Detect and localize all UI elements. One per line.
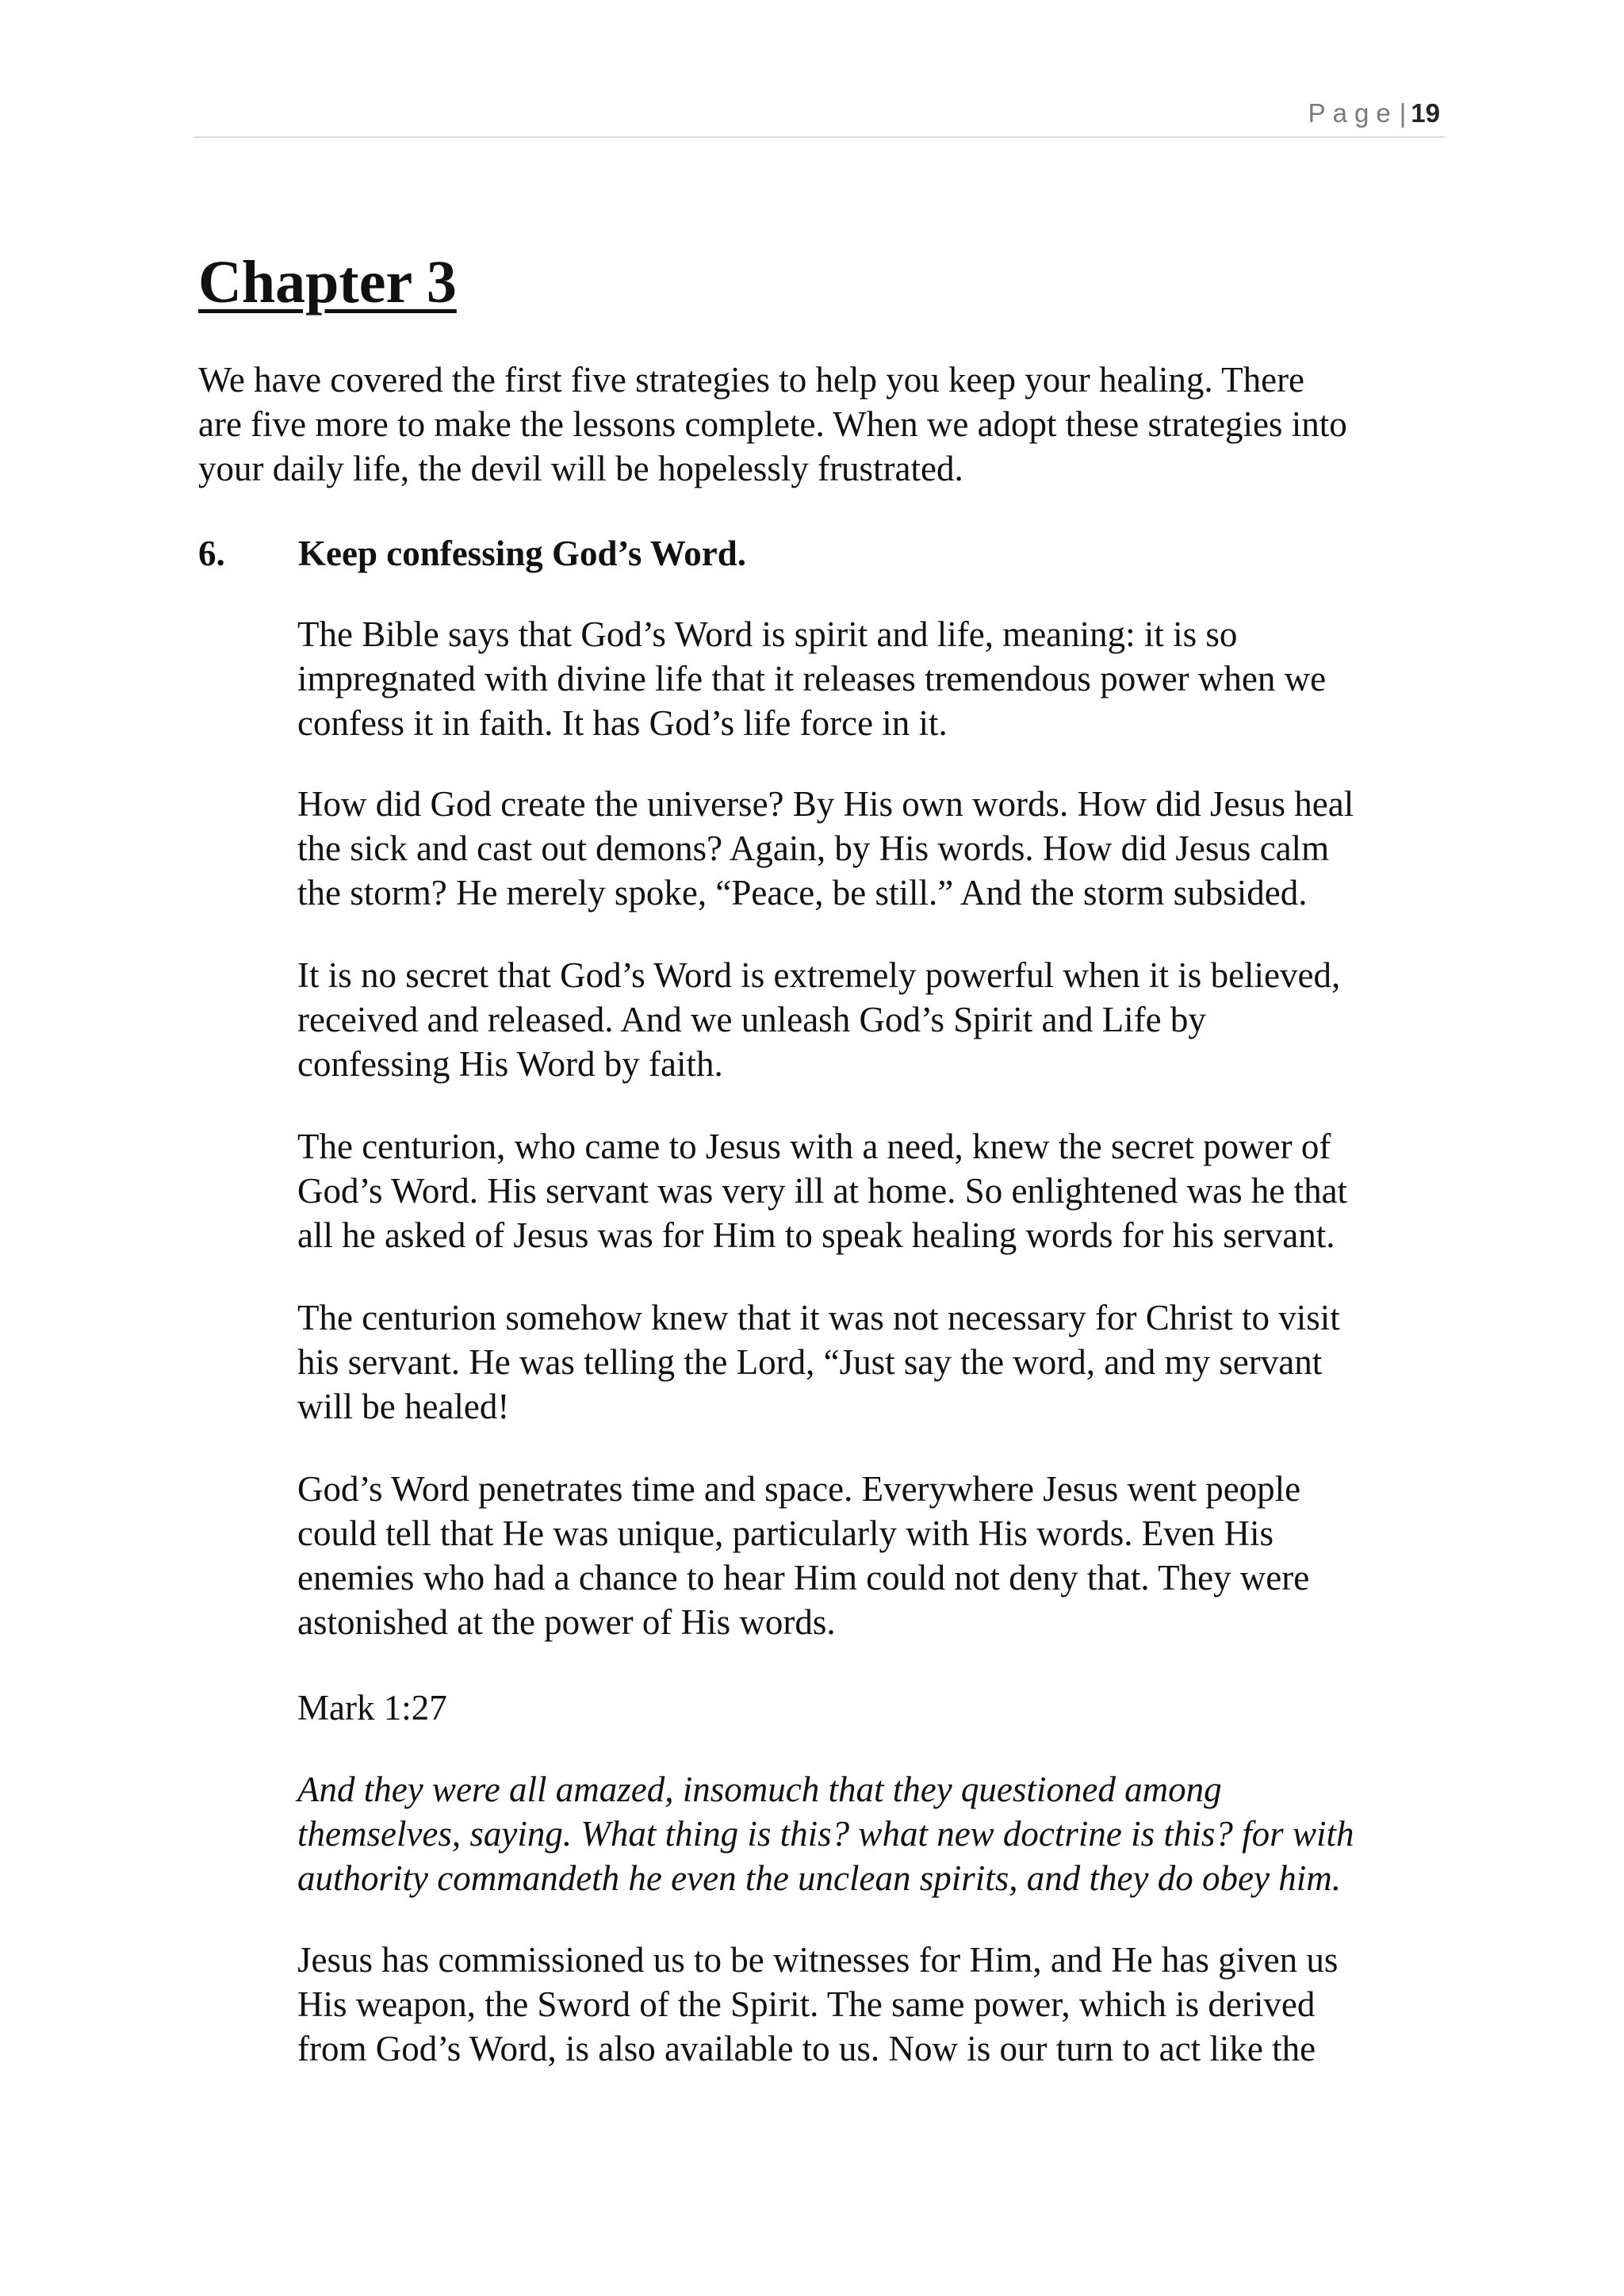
quote-line: And they were all amazed, insomuch that they questioned among bbox=[297, 1770, 1222, 1809]
section-number: 6. bbox=[198, 534, 225, 573]
paragraph-line: received and released. And we unleash God’s Spirit and Life by bbox=[297, 1000, 1206, 1039]
body-paragraph bbox=[297, 612, 1326, 745]
paragraph-line: The Bible says that God’s Word is spirit and life, meaning: it is so bbox=[297, 614, 1238, 654]
paragraph-line: The centurion somehow knew that it was not necessary for Christ to visit bbox=[297, 1298, 1340, 1337]
page-header bbox=[194, 94, 1445, 138]
paragraph-line: impregnated with divine life that it releases tremendous power when we bbox=[297, 659, 1327, 698]
page-separator: | bbox=[1399, 98, 1407, 128]
paragraph-line: It is no secret that God’s Word is extremely powerful when it is believed, bbox=[297, 955, 1341, 995]
paragraph-line: all he asked of Jesus was for Him to speak healing words for his servant. bbox=[297, 1215, 1335, 1255]
section-title: Keep confessing God’s Word. bbox=[298, 534, 747, 573]
page-number-label bbox=[1308, 98, 1440, 128]
paragraph-line: enemies who had a chance to hear Him could not deny that. They were bbox=[297, 1558, 1310, 1598]
body-paragraph bbox=[297, 953, 1340, 1086]
quote-line: authority commandeth he even the unclean spirits, and they do obey him. bbox=[297, 1858, 1341, 1898]
paragraph-line: from God’s Word, is also available to us. Now is our turn to act like the bbox=[297, 2029, 1316, 2068]
paragraph-line: confessing His Word by faith. bbox=[297, 1044, 723, 1084]
paragraph-line: The centurion, who came to Jesus with a need, knew the secret power of bbox=[297, 1127, 1331, 1166]
paragraph-line: the storm? He merely spoke, “Peace, be still.” And the storm subsided. bbox=[297, 873, 1308, 913]
quote-line: themselves, saying. What thing is this? what new doctrine is this? for with bbox=[297, 1814, 1354, 1854]
paragraph-line: God’s Word penetrates time and space. Everywhere Jesus went people bbox=[297, 1469, 1301, 1509]
body-paragraph bbox=[297, 1124, 1347, 1257]
paragraph-line: confess it in faith. It has God’s life force in it. bbox=[297, 703, 948, 743]
paragraph-line: His weapon, the Sword of the Spirit. The same power, which is derived bbox=[297, 1984, 1316, 2024]
paragraph-line: his servant. He was telling the Lord, “Just say the word, and my servant bbox=[297, 1342, 1323, 1382]
paragraph-line: How did God create the universe? By His own words. How did Jesus heal bbox=[297, 784, 1354, 824]
page-word: Page bbox=[1308, 98, 1398, 128]
intro-line: are five more to make the lessons complete. When we adopt these strategies into bbox=[198, 404, 1347, 444]
paragraph-line: will be healed! bbox=[297, 1387, 510, 1426]
section-heading bbox=[198, 531, 746, 576]
paragraph-line: Jesus has commissioned us to be witnesses for Him, and He has given us bbox=[297, 1940, 1339, 1980]
intro-line: We have covered the first five strategies to help you keep your healing. There bbox=[198, 360, 1305, 400]
intro-paragraph bbox=[198, 358, 1347, 491]
body-paragraph bbox=[297, 782, 1354, 915]
chapter-title: Chapter 3 bbox=[198, 249, 457, 316]
scripture-quote bbox=[297, 1767, 1354, 1900]
closing-paragraph bbox=[297, 1938, 1338, 2071]
page-number: 19 bbox=[1411, 98, 1440, 128]
paragraph-line: could tell that He was unique, particularly with His words. Even His bbox=[297, 1513, 1274, 1553]
body-paragraph bbox=[297, 1467, 1309, 1644]
paragraph-line: the sick and cast out demons? Again, by His words. How did Jesus calm bbox=[297, 828, 1330, 868]
paragraph-line: astonished at the power of His words. bbox=[297, 1602, 836, 1642]
scripture-reference: Mark 1:27 bbox=[297, 1688, 447, 1728]
paragraph-line: God’s Word. His servant was very ill at home. So enlightened was he that bbox=[297, 1171, 1348, 1211]
body-paragraph bbox=[297, 1295, 1340, 1429]
intro-line: your daily life, the devil will be hopelessly frustrated. bbox=[198, 449, 963, 488]
